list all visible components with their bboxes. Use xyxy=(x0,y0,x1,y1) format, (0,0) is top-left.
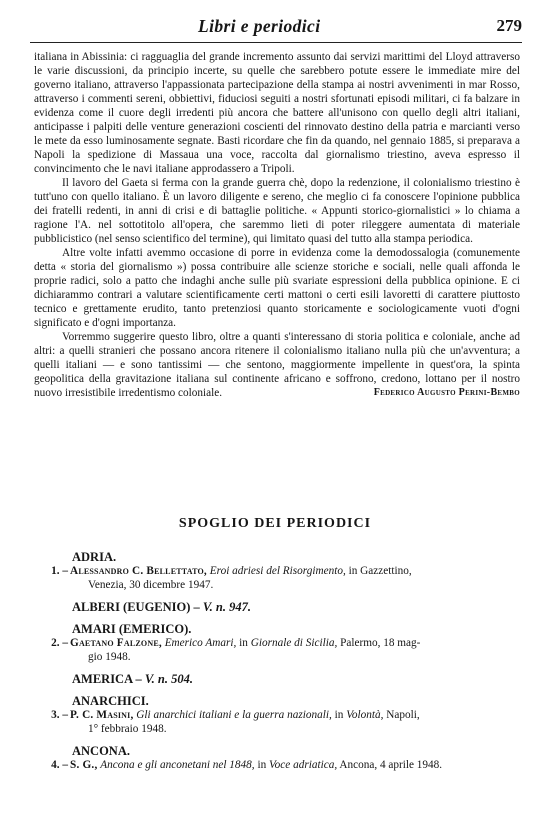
item-source: Palermo, 18 mag- xyxy=(337,637,421,649)
list-item xyxy=(34,636,520,664)
item-title: Ancona e gli anconetani nel 1848, xyxy=(100,759,255,771)
item-in: in xyxy=(236,637,251,649)
list-item xyxy=(34,708,520,736)
cross-reference: V. n. 947. xyxy=(202,600,251,614)
item-number: 2. – xyxy=(51,637,68,649)
list-item xyxy=(34,564,520,592)
item-title: Gli anarchici italiani e la guerra nazionali, xyxy=(136,709,332,721)
item-title: Emerico Amari, xyxy=(164,637,237,649)
item-number: 4. – xyxy=(51,759,68,771)
heading-america xyxy=(72,672,520,686)
item-in: in xyxy=(254,759,270,771)
item-number: 3. – xyxy=(51,709,68,721)
item-source: in Gazzettino, xyxy=(345,565,412,577)
header-rule xyxy=(30,42,522,43)
heading-amari: AMARI (EMERICO). xyxy=(72,622,192,636)
item-in: in xyxy=(331,709,347,721)
section-title: SPOGLIO DEI PERIODICI xyxy=(178,516,372,531)
heading-anarchici: ANARCHICI. xyxy=(72,694,149,708)
page-number: 279 xyxy=(496,16,522,35)
item-author: Alessandro C. Bellettato, xyxy=(70,565,207,577)
item-source-cont: gio 1948. xyxy=(88,651,131,663)
heading-alberi xyxy=(72,600,520,614)
item-author: Gaetano Falzone, xyxy=(70,637,162,649)
item-source-cont: Venezia, 30 dicembre 1947. xyxy=(88,579,214,591)
heading-alberi-label: ALBERI (EUGENIO) – xyxy=(72,600,200,614)
heading-america-label: AMERICA – xyxy=(72,672,142,686)
item-journal: Voce adriatica, xyxy=(269,759,338,771)
item-source: Ancona, 4 aprile 1948. xyxy=(337,759,443,771)
paragraph-3: Altre volte infatti avemmo occasione di porre in evidenza come la demodossalogia (comunemente detta « storia del giornalismo ») possa contribuire alle scienze storiche e sociali, nelle quali affonda le proprie radici, solo a patto che indaghi anche sulle più svariate espressioni della pubblica opinione. E ci dichiarammo contrari a valutare scientificamente certi mattoni o certi esili lavoretti di carattere piuttosto tecnico e grettamente erudito, tanto pretenziosi quanto storicamente e sociologicamente vuoti d'ogni significato e d'ogni importanza. xyxy=(34,247,520,329)
item-journal: Volontà, xyxy=(346,709,384,721)
list-item xyxy=(34,758,520,772)
item-author: P. C. Masini, xyxy=(70,709,134,721)
heading-ancona: ANCONA. xyxy=(72,744,130,758)
item-title: Eroi adriesi del Risorgimento, xyxy=(209,565,346,577)
periodicals-list xyxy=(34,550,520,772)
heading-adria: ADRIA. xyxy=(72,550,117,564)
item-author: S. G., xyxy=(70,759,98,771)
running-title: Libri e periodici xyxy=(198,16,321,36)
item-journal: Giornale di Sicilia, xyxy=(250,637,338,649)
item-number: 1. – xyxy=(51,565,68,577)
paragraph-4: Vorremmo suggerire questo libro, oltre a quanti s'interessano di storia politica e coloniale, anche ad altri: a quelli stranieri che possano ancora ritenere il colonialismo italiano nulla più che un'avventura; a quelli italiani — e sono tantissimi — che sentono, maggiormente impellente in quest'ora, la spinta geopolitica della gravitazione italiana sul continente africano e soffrono, credono, lottano per il nostro nuovo irresistibile irredentismo coloniale. xyxy=(34,331,520,399)
paragraph-1: italiana in Abissinia: ci ragguaglia del grande incremento assunto dai servizi marittimi del Lloyd attraverso le varie discussioni, da principio incerte, su quelle che sarebbero potute essere le immediate mire del governo italiano, attraverso l'appassionata partecipazione della stampa ai nostri avvenimenti in mar Rosso, attraverso i commenti sereni, obbiettivi, fiduciosi seguiti a nostri sfortunati episodi militari, ci fa balzare in evidenza come il cuore degli irredenti più ancora che battere all'unisono con quello degli altri italiani, anticipasse i palpiti delle venture generazioni coscienti del rinnovato destino della patria e marcianti verso le mete da esso luminosamente segnate. Basti ricordare che fin da quando, nel gennaio 1885, si preparava a Napoli la spedizione di Massaua una voce, raccolta dal giornalismo triestino, aveva espresso il convincimento che le navi italiane approdassero a Tripoli. xyxy=(34,51,520,175)
page-header xyxy=(30,16,522,38)
review-body xyxy=(34,50,520,400)
cross-reference: V. n. 504. xyxy=(144,672,193,686)
item-source: Napoli, xyxy=(383,709,420,721)
review-signature: Federico Augusto Perini-Bembo xyxy=(373,387,520,398)
item-source-cont: 1° febbraio 1948. xyxy=(88,723,167,735)
paragraph-2: Il lavoro del Gaeta si ferma con la grande guerra chè, dopo la redenzione, il colonialismo triestino è tutt'uno con quello italiano. È un lavoro diligente e sereno, che meglio ci fa conoscere l'opinione pubblica dei fratelli redenti, in anni di crisi e di battaglie politiche. « Appunti storico-giornalistici » lo chiama a ragione l'A. nel sottotitolo all'opera, che saremmo lieti di poter rileggere aumentata di materiale pubblicistico (nel senso scientifico del termine), qui limitato quasi del tutto alla stampa periodica. xyxy=(34,177,520,245)
